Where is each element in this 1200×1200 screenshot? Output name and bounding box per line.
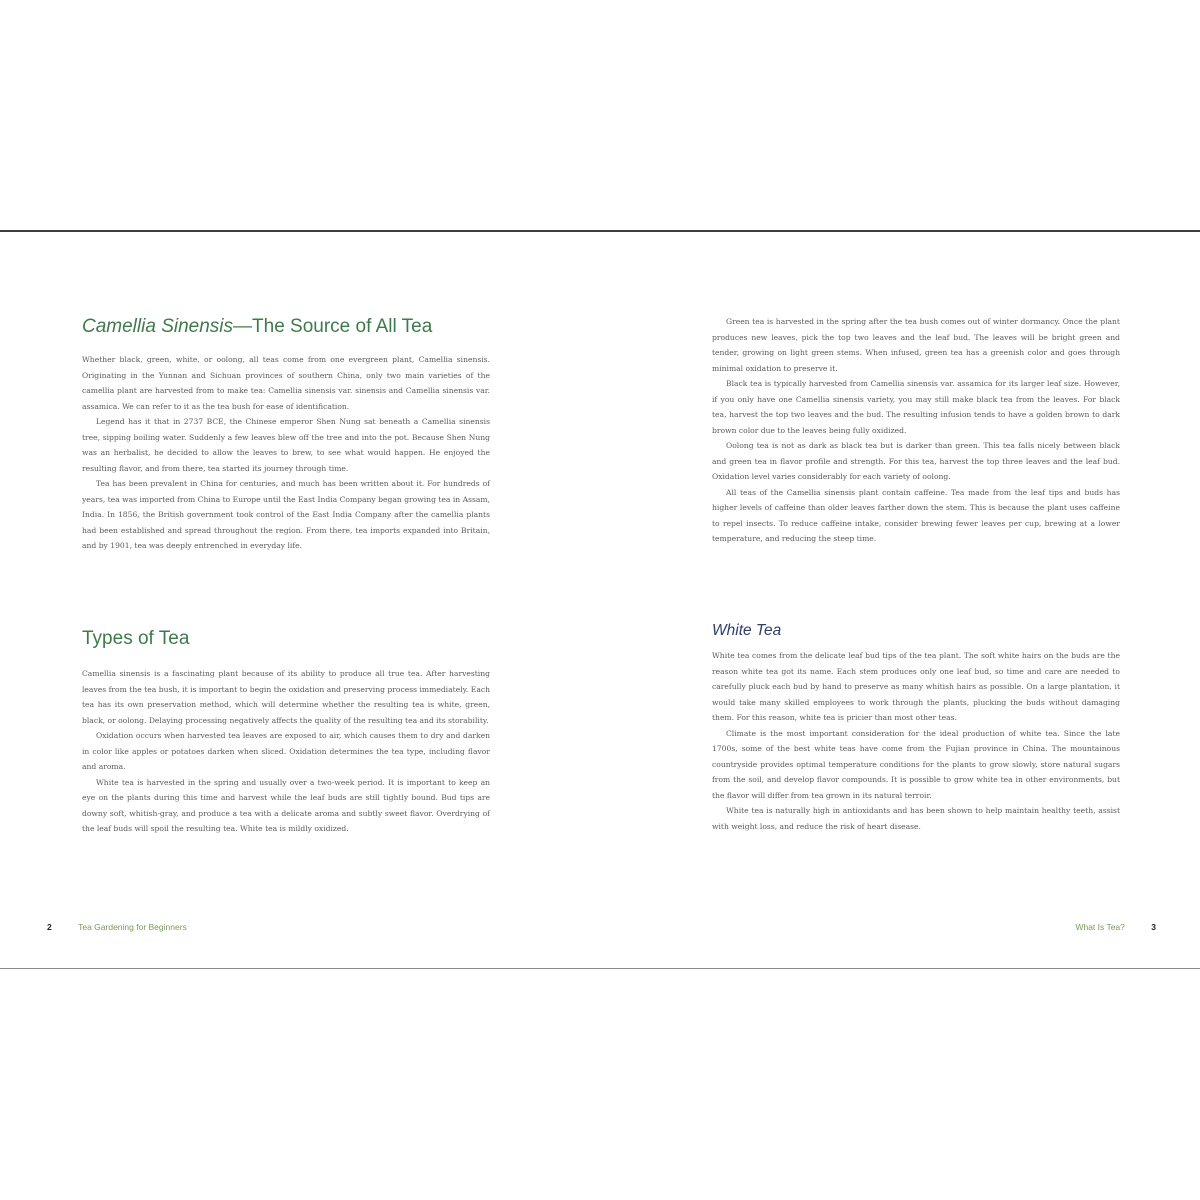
section-heading-types: Types of Tea — [82, 628, 190, 649]
section2-body — [82, 666, 490, 837]
paragraph: Green tea is harvested in the spring after the tea bush comes out of winter dormancy. Once the plant produces new leaves, pick the top two leaves and the leaf bud. The leaves will be bright green and tender, growing on light green stems. When infused, green tea has a greenish color and goes through minimal oxidation to preserve it. — [712, 317, 1120, 373]
page-number-right: 3 — [1151, 922, 1156, 932]
paragraph: Tea has been prevalent in China for centuries, and much has been written about it. For hundreds of years, tea was imported from China to Europe until the East India Company began growing tea in Assam, India. In 1856, the British government took control of the East India Company after the camellia plants had been established and spread throughout the region. From there, tea imports expanded into Britain, and by 1901, tea was deeply entrenched in everyday life. — [82, 479, 490, 550]
paragraph: White tea comes from the delicate leaf bud tips of the tea plant. The soft white hairs on the buds are the reason white tea got its name. Each stem produces only one leaf bud, so time and care are needed to carefully pluck each bud by hand to preserve as many whitish hairs as possible. On a large plantation, it would take many skilled employees to work through the plants, plucking the buds without damaging them. For this reason, white tea is pricier than most other teas. — [712, 651, 1120, 722]
subheading-white-tea: White Tea — [712, 622, 782, 639]
right-top-body — [712, 314, 1120, 547]
heading-italic: Camellia Sinensis — [82, 316, 234, 337]
paragraph: White tea is naturally high in antioxidants and has been shown to help maintain healthy teeth, assist with weight loss, and reduce the risk of heart disease. — [712, 806, 1120, 831]
paragraph: All teas of the Camellia sinensis plant contain caffeine. Tea made from the leaf tips and buds has higher levels of caffeine than older leaves farther down the stem. This is because the plant uses caffeine to repel insects. To reduce caffeine intake, consider brewing fewer leaves per cup, brewing at a lower temperature, and reducing the steep time. — [712, 487, 1120, 543]
paragraph: Climate is the most important consideration for the ideal production of white tea. Since the late 1700s, some of the best white teas have come from the Fujian province in China. The mountainous countryside provides optimal temperature conditions for the plants to grow slowly, store natural sugars from the soil, and develop flavor compounds. It is possible to grow white tea in other environments, but the flavor will differ from tea grown in its natural terroir. — [712, 728, 1120, 800]
paragraph: Whether black, green, white, or oolong, all teas come from one evergreen plant, Camellia sinensis. Originating in the Yunnan and Sichuan provinces of southern China, only two main varieties of the camellia plant are harvested from to make tea: Camellia sinensis var. sinensis and Camellia sinensis var. assamica. We can refer to it as the tea bush for ease of identification. — [82, 355, 490, 411]
left-folio — [47, 922, 187, 932]
paragraph: Oolong tea is not as dark as black tea but is darker than green. This tea falls nicely between black and green tea in flavor profile and strength. For this tea, harvest the top three leaves and the leaf bud. Oxidation level varies considerably for each variety of oolong. — [712, 441, 1120, 481]
right-bottom-body — [712, 648, 1120, 834]
right-folio — [1075, 922, 1156, 932]
paragraph: White tea is harvested in the spring and usually over a two-week period. It is important to keep an eye on the plants during this time and harvest while the leaf buds are still tightly bound. Bud tips are downy soft, whitish-gray, and produce a tea with a delicate aroma and subtly sweet flavor. Overdrying of the leaf buds will spoil the resulting tea. White tea is mildly oxidized. — [82, 777, 490, 833]
section1-body — [82, 352, 490, 554]
paragraph: Oxidation occurs when harvested tea leaves are exposed to air, which causes them to dry and darken in color like apples or potatoes darken when sliced. Oxidation determines the tea type, including flavor and aroma. — [82, 731, 490, 771]
paragraph: Camellia sinensis is a fascinating plant because of its ability to produce all true tea. After harvesting leaves from the tea bush, it is important to begin the oxidation and preserving process immediately. Each tea has its own preservation method, which will determine whether the resulting tea is white, green, black, or oolong. Delaying processing negatively affects the quality of the resulting tea and its storability. — [82, 669, 490, 725]
book-spread — [0, 230, 1200, 969]
paragraph: Legend has it that in 2737 BCE, the Chinese emperor Shen Nung sat beneath a Camellia sinensis tree, sipping boiling water. Suddenly a few leaves blew off the tree and into the pot. Because Shen Nung was an herbalist, he decided to allow the leaves to brew, to see what would happen. He enjoyed the resulting flavor, and from there, tea started its journey through time. — [82, 417, 490, 473]
section-heading-camellia — [82, 316, 432, 338]
heading-rest: —The Source of All Tea — [233, 316, 433, 337]
page-number-left: 2 — [47, 922, 52, 932]
paragraph: Black tea is typically harvested from Camellia sinensis var. assamica for its larger leaf size. However, if you only have one Camellia sinensis variety, you may still make black tea from the leaves. For black tea, harvest the top two leaves and the bud. The resulting infusion tends to have a golden brown to dark brown color due to the leaves being fully oxidized. — [712, 379, 1120, 435]
running-head-right: What Is Tea? — [1075, 922, 1125, 932]
running-head-left: Tea Gardening for Beginners — [78, 922, 187, 932]
